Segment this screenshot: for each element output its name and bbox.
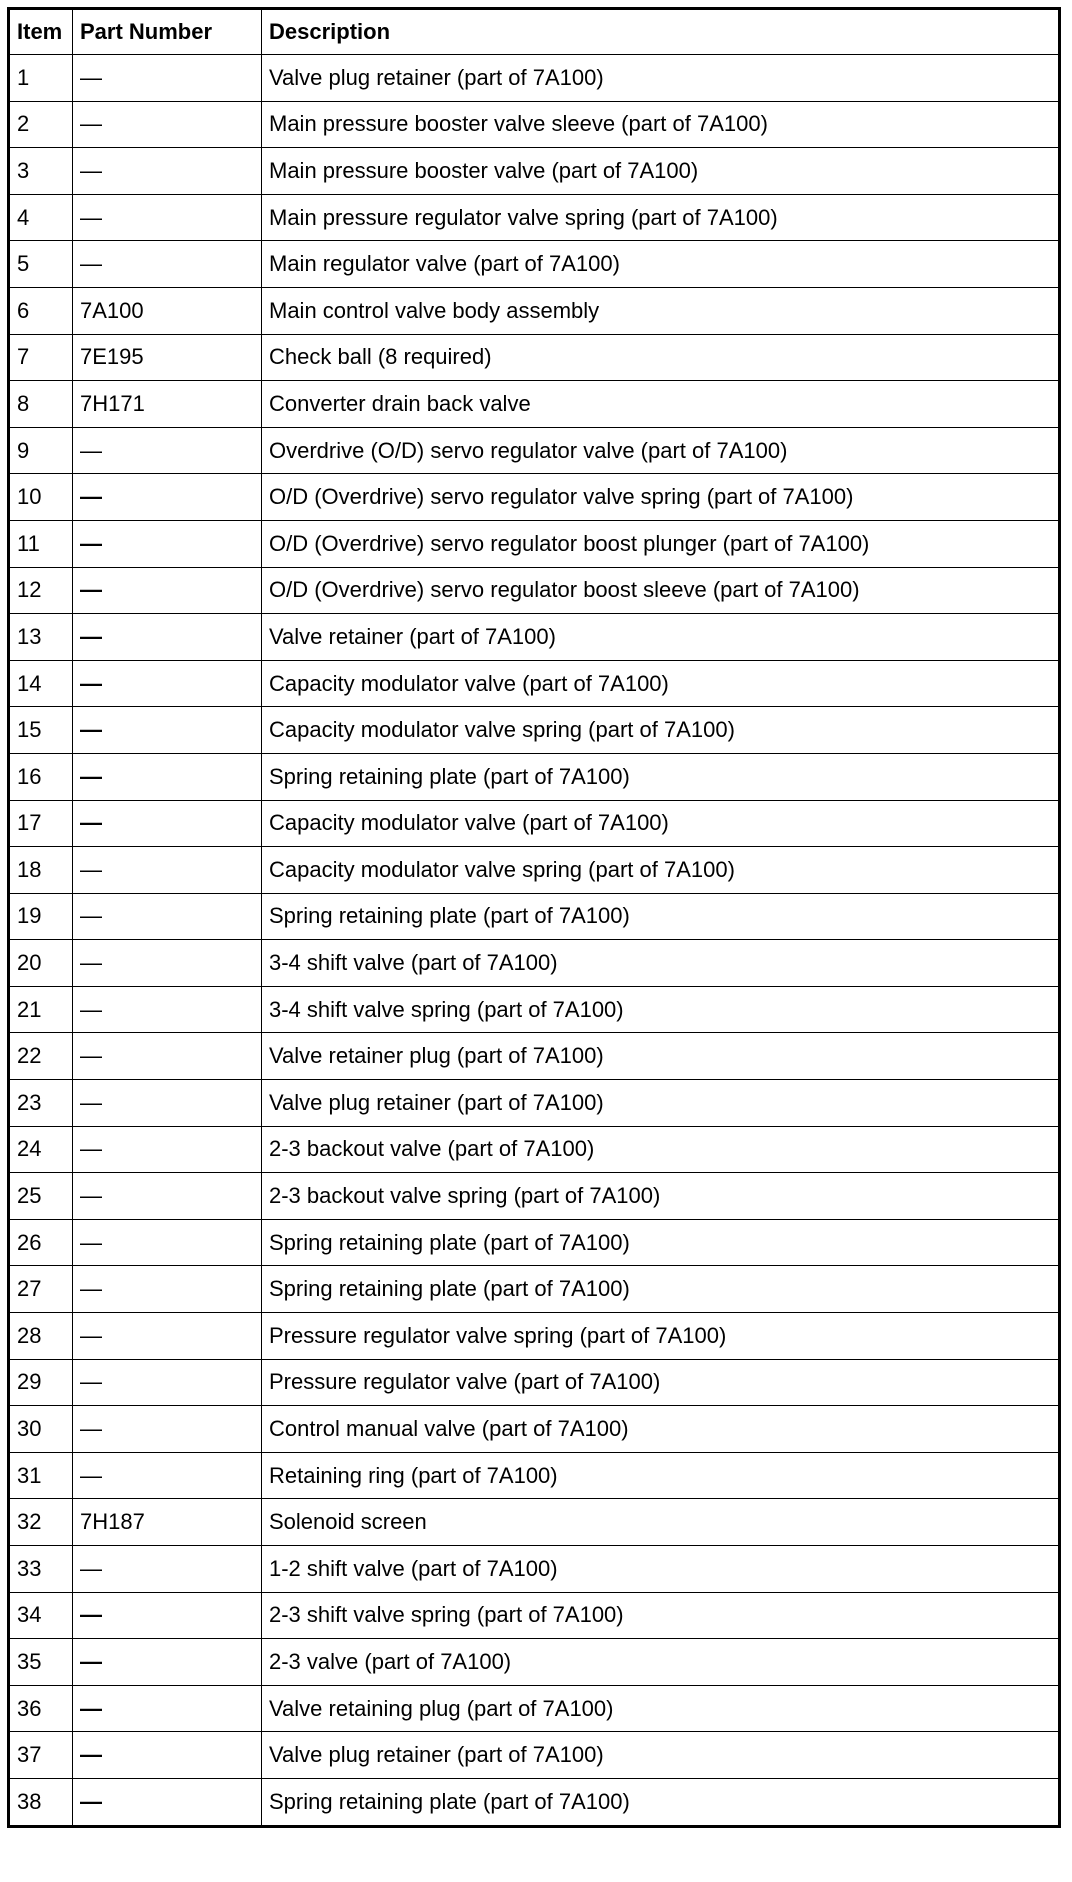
cell-item: 20 [9, 940, 73, 987]
table-row [9, 520, 1060, 567]
cell-item: 2 [9, 101, 73, 148]
table-row [9, 800, 1060, 847]
cell-item: 16 [9, 753, 73, 800]
cell-description: Pressure regulator valve spring (part of 7A100) [262, 1313, 1060, 1360]
cell-part-number: — [73, 1219, 262, 1266]
table-row [9, 753, 1060, 800]
cell-part-number: — [73, 148, 262, 195]
cell-description: Spring retaining plate (part of 7A100) [262, 753, 1060, 800]
cell-item: 8 [9, 381, 73, 428]
cell-part-number: — [73, 1452, 262, 1499]
cell-item: 23 [9, 1080, 73, 1127]
cell-item: 4 [9, 194, 73, 241]
table-row [9, 1126, 1060, 1173]
table-row [9, 1452, 1060, 1499]
cell-description: Valve retainer plug (part of 7A100) [262, 1033, 1060, 1080]
cell-part-number: — [73, 1592, 262, 1639]
cell-part-number: — [73, 1033, 262, 1080]
cell-description: Check ball (8 required) [262, 334, 1060, 381]
cell-item: 33 [9, 1546, 73, 1593]
cell-description: Overdrive (O/D) servo regulator valve (part of 7A100) [262, 427, 1060, 474]
table-row [9, 474, 1060, 521]
table-row [9, 614, 1060, 661]
cell-description: Solenoid screen [262, 1499, 1060, 1546]
cell-description: Retaining ring (part of 7A100) [262, 1452, 1060, 1499]
cell-description: Valve plug retainer (part of 7A100) [262, 1732, 1060, 1779]
cell-item: 18 [9, 847, 73, 894]
cell-description: 2-3 backout valve spring (part of 7A100) [262, 1173, 1060, 1220]
header-description: Description [262, 9, 1060, 55]
table-row [9, 986, 1060, 1033]
cell-description: Spring retaining plate (part of 7A100) [262, 893, 1060, 940]
table-row [9, 194, 1060, 241]
cell-item: 3 [9, 148, 73, 195]
cell-part-number: — [73, 1313, 262, 1360]
cell-description: Valve retainer (part of 7A100) [262, 614, 1060, 661]
cell-part-number: — [73, 567, 262, 614]
cell-part-number: — [73, 1406, 262, 1453]
cell-part-number: — [73, 55, 262, 102]
table-row [9, 1313, 1060, 1360]
cell-description: Main pressure regulator valve spring (part of 7A100) [262, 194, 1060, 241]
cell-item: 31 [9, 1452, 73, 1499]
cell-part-number: — [73, 101, 262, 148]
table-row [9, 1499, 1060, 1546]
cell-item: 25 [9, 1173, 73, 1220]
cell-part-number: — [73, 1126, 262, 1173]
cell-description: Main control valve body assembly [262, 287, 1060, 334]
table-row [9, 847, 1060, 894]
cell-item: 30 [9, 1406, 73, 1453]
cell-description: Capacity modulator valve spring (part of 7A100) [262, 847, 1060, 894]
parts-table [7, 7, 1061, 1828]
cell-item: 22 [9, 1033, 73, 1080]
cell-description: O/D (Overdrive) servo regulator boost plunger (part of 7A100) [262, 520, 1060, 567]
table-row [9, 1406, 1060, 1453]
cell-part-number: 7E195 [73, 334, 262, 381]
cell-item: 14 [9, 660, 73, 707]
cell-part-number: — [73, 1266, 262, 1313]
table-row [9, 893, 1060, 940]
table-header [9, 9, 1060, 55]
cell-part-number: — [73, 1080, 262, 1127]
table-row [9, 1778, 1060, 1826]
cell-part-number: — [73, 986, 262, 1033]
table-row [9, 287, 1060, 334]
cell-part-number: — [73, 1546, 262, 1593]
cell-description: Spring retaining plate (part of 7A100) [262, 1778, 1060, 1826]
table-row [9, 1173, 1060, 1220]
cell-description: O/D (Overdrive) servo regulator boost sleeve (part of 7A100) [262, 567, 1060, 614]
table-row [9, 1639, 1060, 1686]
cell-part-number: — [73, 520, 262, 567]
cell-item: 35 [9, 1639, 73, 1686]
cell-description: Spring retaining plate (part of 7A100) [262, 1266, 1060, 1313]
cell-item: 26 [9, 1219, 73, 1266]
table-row [9, 1359, 1060, 1406]
cell-item: 6 [9, 287, 73, 334]
cell-item: 9 [9, 427, 73, 474]
table-body [9, 55, 1060, 1827]
cell-item: 19 [9, 893, 73, 940]
cell-item: 27 [9, 1266, 73, 1313]
cell-description: Capacity modulator valve spring (part of 7A100) [262, 707, 1060, 754]
table-row [9, 1219, 1060, 1266]
cell-part-number: — [73, 753, 262, 800]
cell-part-number: 7H171 [73, 381, 262, 428]
cell-description: Spring retaining plate (part of 7A100) [262, 1219, 1060, 1266]
cell-part-number: — [73, 847, 262, 894]
cell-description: 1-2 shift valve (part of 7A100) [262, 1546, 1060, 1593]
table-row [9, 241, 1060, 288]
cell-item: 17 [9, 800, 73, 847]
table-row [9, 1732, 1060, 1779]
cell-description: Valve plug retainer (part of 7A100) [262, 55, 1060, 102]
table-row [9, 1080, 1060, 1127]
cell-part-number: — [73, 1778, 262, 1826]
table-row [9, 1685, 1060, 1732]
header-item: Item [9, 9, 73, 55]
table-row [9, 567, 1060, 614]
cell-description: 3-4 shift valve spring (part of 7A100) [262, 986, 1060, 1033]
cell-item: 32 [9, 1499, 73, 1546]
cell-part-number: — [73, 707, 262, 754]
cell-description: Valve plug retainer (part of 7A100) [262, 1080, 1060, 1127]
cell-part-number: — [73, 614, 262, 661]
table-row [9, 1546, 1060, 1593]
cell-description: Main pressure booster valve sleeve (part of 7A100) [262, 101, 1060, 148]
cell-item: 37 [9, 1732, 73, 1779]
table-row [9, 101, 1060, 148]
cell-item: 10 [9, 474, 73, 521]
cell-item: 13 [9, 614, 73, 661]
cell-part-number: — [73, 1732, 262, 1779]
cell-part-number: — [73, 1639, 262, 1686]
cell-item: 36 [9, 1685, 73, 1732]
table-row [9, 707, 1060, 754]
cell-part-number: — [73, 241, 262, 288]
cell-item: 29 [9, 1359, 73, 1406]
cell-part-number: — [73, 800, 262, 847]
cell-item: 11 [9, 520, 73, 567]
cell-description: O/D (Overdrive) servo regulator valve spring (part of 7A100) [262, 474, 1060, 521]
cell-description: Main regulator valve (part of 7A100) [262, 241, 1060, 288]
cell-description: Capacity modulator valve (part of 7A100) [262, 660, 1060, 707]
cell-description: Pressure regulator valve (part of 7A100) [262, 1359, 1060, 1406]
table-row [9, 427, 1060, 474]
cell-part-number: — [73, 474, 262, 521]
cell-item: 5 [9, 241, 73, 288]
cell-part-number: 7A100 [73, 287, 262, 334]
table-row [9, 1592, 1060, 1639]
table-row [9, 660, 1060, 707]
cell-item: 34 [9, 1592, 73, 1639]
cell-part-number: — [73, 194, 262, 241]
table-row [9, 940, 1060, 987]
cell-description: 2-3 shift valve spring (part of 7A100) [262, 1592, 1060, 1639]
cell-item: 12 [9, 567, 73, 614]
cell-part-number: — [73, 1359, 262, 1406]
table-row [9, 1266, 1060, 1313]
cell-item: 28 [9, 1313, 73, 1360]
cell-part-number: 7H187 [73, 1499, 262, 1546]
table-row [9, 334, 1060, 381]
cell-item: 21 [9, 986, 73, 1033]
cell-part-number: — [73, 660, 262, 707]
cell-item: 38 [9, 1778, 73, 1826]
cell-item: 1 [9, 55, 73, 102]
cell-description: Main pressure booster valve (part of 7A100) [262, 148, 1060, 195]
table-row [9, 1033, 1060, 1080]
table-row [9, 381, 1060, 428]
cell-description: Valve retaining plug (part of 7A100) [262, 1685, 1060, 1732]
table-row [9, 55, 1060, 102]
header-row [9, 9, 1060, 55]
cell-item: 15 [9, 707, 73, 754]
cell-part-number: — [73, 1173, 262, 1220]
cell-description: Capacity modulator valve (part of 7A100) [262, 800, 1060, 847]
cell-part-number: — [73, 893, 262, 940]
cell-description: Control manual valve (part of 7A100) [262, 1406, 1060, 1453]
cell-description: 2-3 backout valve (part of 7A100) [262, 1126, 1060, 1173]
cell-description: Converter drain back valve [262, 381, 1060, 428]
cell-description: 3-4 shift valve (part of 7A100) [262, 940, 1060, 987]
header-part-number: Part Number [73, 9, 262, 55]
cell-item: 7 [9, 334, 73, 381]
table-row [9, 148, 1060, 195]
cell-part-number: — [73, 427, 262, 474]
cell-part-number: — [73, 940, 262, 987]
cell-part-number: — [73, 1685, 262, 1732]
cell-item: 24 [9, 1126, 73, 1173]
cell-description: 2-3 valve (part of 7A100) [262, 1639, 1060, 1686]
